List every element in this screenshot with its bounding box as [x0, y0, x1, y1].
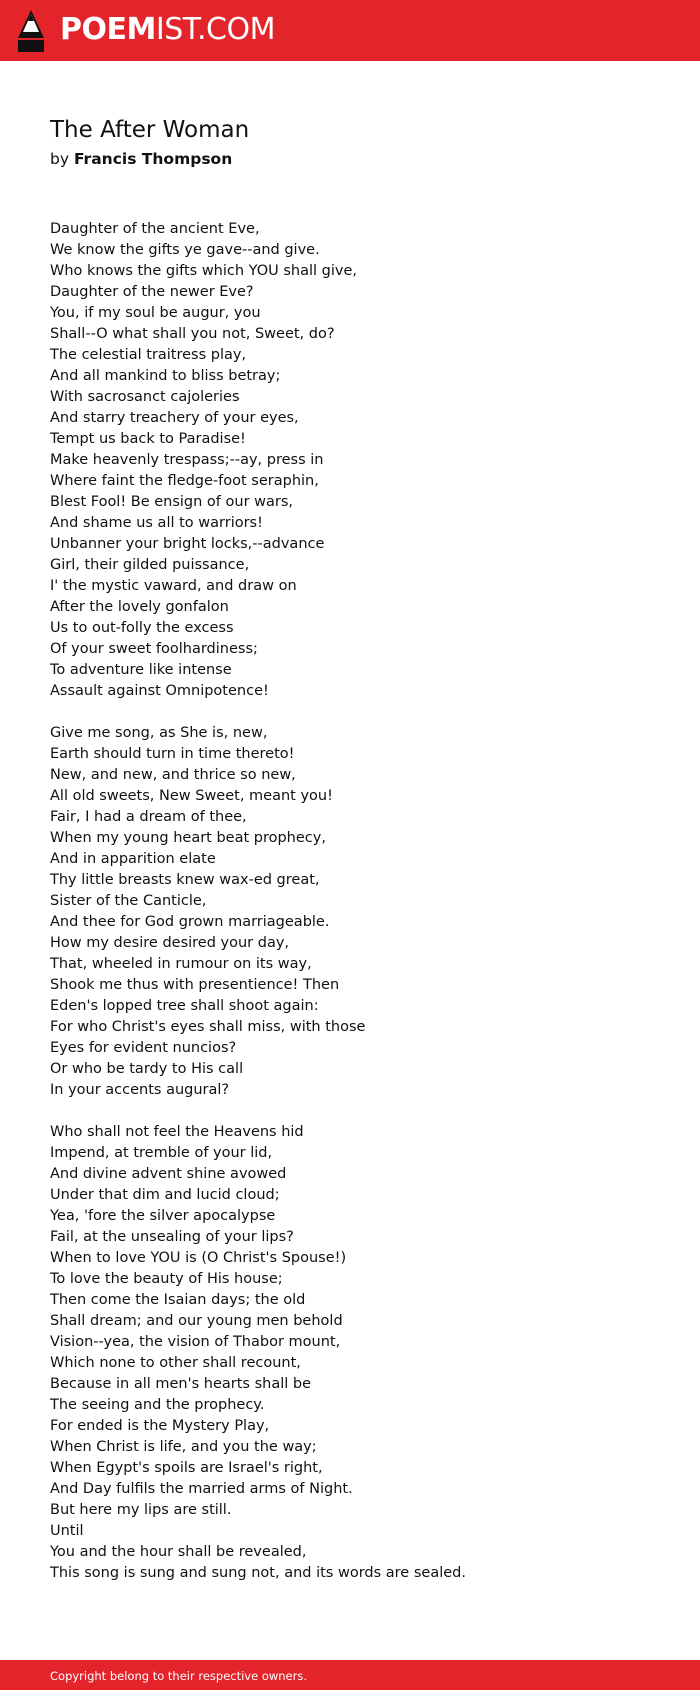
poem-line: Sister of the Canticle,	[50, 893, 207, 909]
poem-line: And Day fulfils the married arms of Night.	[50, 1481, 353, 1497]
poem-line: The celestial traitress play,	[50, 347, 247, 363]
poem-line: When Egypt's spoils are Israel's right,	[50, 1460, 323, 1476]
poem-line: Blest Fool! Be ensign of our wars,	[50, 494, 294, 510]
poem-line: Because in all men's hearts shall be	[50, 1376, 311, 1392]
poem-line: When to love YOU is (O Christ's Spouse!)	[50, 1250, 347, 1266]
poem-line: Shook me thus with presentience! Then	[50, 977, 340, 993]
stanza	[50, 219, 650, 702]
poem-line: Assault against Omnipotence!	[50, 683, 269, 699]
poem-line: Fail, at the unsealing of your lips?	[50, 1229, 294, 1245]
poem-line: Which none to other shall recount,	[50, 1355, 301, 1371]
poem-line: This song is sung and sung not, and its words are sealed.	[50, 1565, 466, 1581]
poem-line: New, and new, and thrice so new,	[50, 767, 296, 783]
site-footer	[0, 1660, 700, 1690]
poem-line: That, wheeled in rumour on its way,	[50, 956, 312, 972]
poem-line: Under that dim and lucid cloud;	[50, 1187, 280, 1203]
poem-line: Earth should turn in time thereto!	[50, 746, 295, 762]
poem-line: Shall--O what shall you not, Sweet, do?	[50, 326, 335, 342]
poem-line: We know the gifts ye gave--and give.	[50, 242, 320, 258]
poem-line: With sacrosanct cajoleries	[50, 389, 240, 405]
poem-line: Tempt us back to Paradise!	[50, 431, 246, 447]
poem-line: Who shall not feel the Heavens hid	[50, 1124, 304, 1140]
poem-line: When my young heart beat prophecy,	[50, 830, 326, 846]
poem-line: To love the beauty of His house;	[50, 1271, 283, 1287]
stanza	[50, 723, 650, 1101]
poem-line: Fair, I had a dream of thee,	[50, 809, 247, 825]
poem-line: For who Christ's eyes shall miss, with those	[50, 1019, 366, 1035]
site-header	[0, 0, 700, 61]
poem-line: After the lovely gonfalon	[50, 599, 229, 615]
poem-line: Or who be tardy to His call	[50, 1061, 244, 1077]
poem-line: And all mankind to bliss betray;	[50, 368, 281, 384]
poem-line: Thy little breasts knew wax-ed great,	[50, 872, 320, 888]
poem-line: And in apparition elate	[50, 851, 216, 867]
poem-line: Daughter of the newer Eve?	[50, 284, 254, 300]
poem-line: Vision--yea, the vision of Thabor mount,	[50, 1334, 341, 1350]
poem-line: Make heavenly trespass;--ay, press in	[50, 452, 324, 468]
poem-line: Of your sweet foolhardiness;	[50, 641, 258, 657]
poem-line: And starry treachery of your eyes,	[50, 410, 299, 426]
poem-line: Unbanner your bright locks,--advance	[50, 536, 325, 552]
poem-line: I' the mystic vaward, and draw on	[50, 578, 297, 594]
poem-line: Eyes for evident nuncios?	[50, 1040, 237, 1056]
poem-line: To adventure like intense	[50, 662, 232, 678]
poem-line: And shame us all to warriors!	[50, 515, 263, 531]
byline	[50, 148, 232, 170]
poem-line: But here my lips are still.	[50, 1502, 232, 1518]
logo-light-text: IST.COM	[155, 12, 275, 47]
poem-line: Impend, at tremble of your lid,	[50, 1145, 273, 1161]
poem-line: Us to out-folly the excess	[50, 620, 234, 636]
poem-line: In your accents augural?	[50, 1082, 230, 1098]
poem-line: You and the hour shall be revealed,	[50, 1544, 307, 1560]
poem-body	[50, 219, 650, 1605]
poem-line: Then come the Isaian days; the old	[50, 1292, 306, 1308]
poem-line: The seeing and the prophecy.	[50, 1397, 265, 1413]
poem-line: Daughter of the ancient Eve,	[50, 221, 260, 237]
poem-line: Eden's lopped tree shall shoot again:	[50, 998, 319, 1014]
copyright-text: Copyright belong to their respective owners.	[50, 1669, 308, 1683]
poem-line: All old sweets, New Sweet, meant you!	[50, 788, 333, 804]
poem-line: And divine advent shine avowed	[50, 1166, 287, 1182]
author-name: Francis Thompson	[73, 150, 233, 168]
stanza	[50, 1122, 650, 1584]
poem-line: Yea, 'fore the silver apocalypse	[50, 1208, 276, 1224]
poem-line: How my desire desired your day,	[50, 935, 290, 951]
pencil-tip-icon[interactable]	[18, 10, 44, 52]
poem-line: Where faint the fledge-foot seraphin,	[50, 473, 319, 489]
poem-line: Until	[50, 1523, 84, 1539]
poem-line: Shall dream; and our young men behold	[50, 1313, 343, 1329]
poem-line: And thee for God grown marriageable.	[50, 914, 330, 930]
logo-bold-text: POEM	[60, 12, 156, 47]
poem-line: Who knows the gifts which YOU shall give,	[50, 263, 358, 279]
poem-line: You, if my soul be augur, you	[50, 305, 261, 321]
poem-line: Girl, their gilded puissance,	[50, 557, 250, 573]
by-label: by	[50, 150, 70, 168]
poem-line: For ended is the Mystery Play,	[50, 1418, 270, 1434]
poem-line: Give me song, as She is, new,	[50, 725, 268, 741]
site-logo[interactable]	[60, 10, 275, 50]
poem-line: When Christ is life, and you the way;	[50, 1439, 317, 1455]
poem-title: The After Woman	[50, 117, 250, 143]
